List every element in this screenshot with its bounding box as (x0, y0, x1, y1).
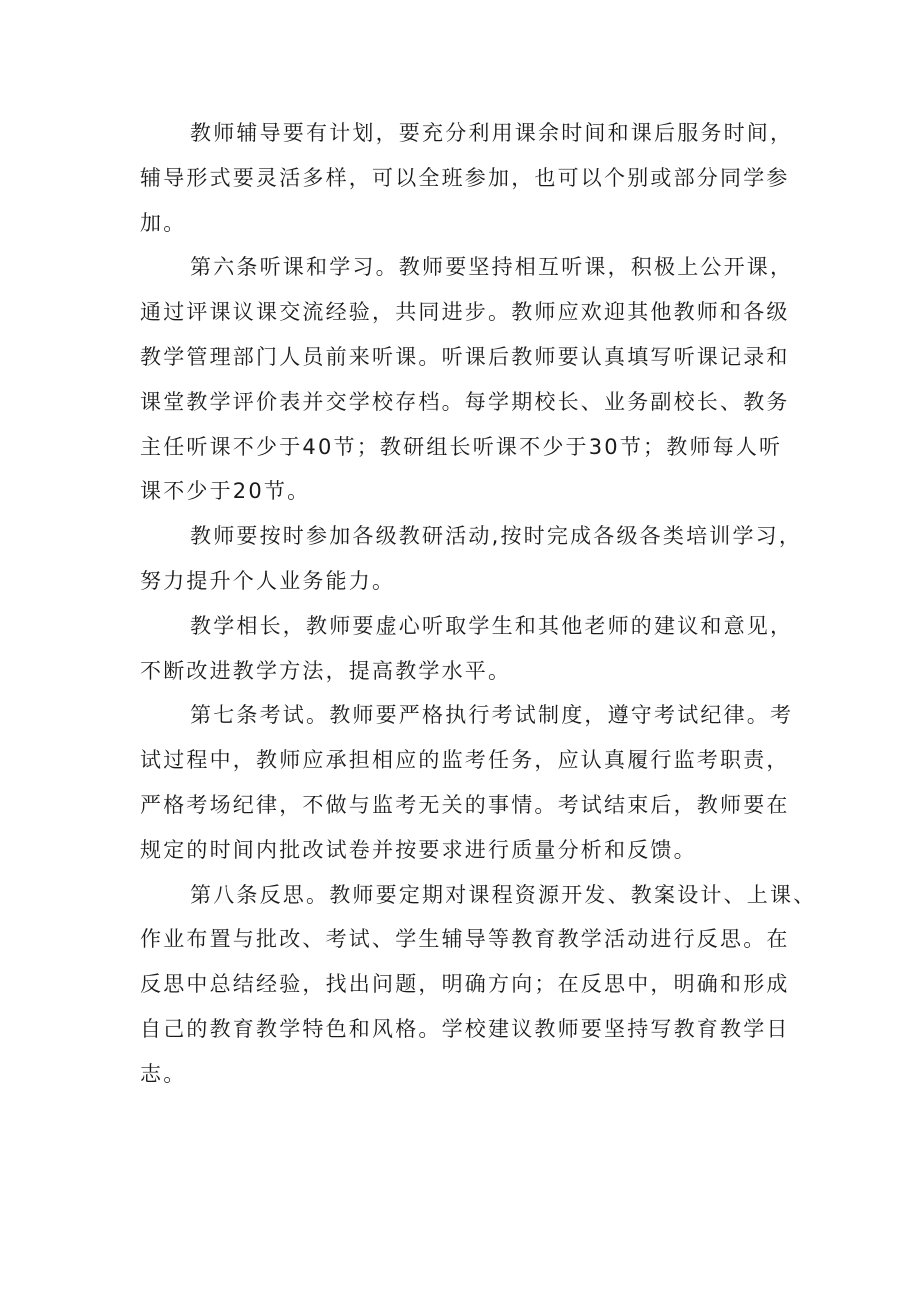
paragraph-research-activities (140, 514, 803, 604)
text-line: 不断改进教学方法，提高教学水平。 (140, 658, 512, 683)
text-line: 作业布置与批改、考试、学生辅导等教育教学活动进行反思。在 (140, 927, 790, 952)
paragraph-article-6 (140, 245, 796, 514)
text-line: 第八条反思。教师要定期对课程资源开发、教案设计、上课、 (190, 882, 817, 907)
paragraph-mutual-learning (140, 604, 796, 694)
text-line: 反思中总结经验，找出问题，明确方向；在反思中，明确和形成 (140, 972, 790, 997)
text-line: 辅导形式要灵活多样，可以全班参加，也可以个别或部分同学参 (140, 165, 790, 190)
text-line: 教学相长，教师要虚心听取学生和其他老师的建议和意见， (190, 613, 794, 638)
paragraph-article-8 (140, 873, 817, 1097)
text-line: 通过评课议课交流经验，共同进步。教师应欢迎其他教师和各级 (140, 300, 790, 325)
text-line: 第七条考试。教师要严格执行考试制度，遵守考试纪律。考 (190, 703, 794, 728)
text-line: 努力提升个人业务能力。 (140, 568, 396, 593)
text-line: 第六条听课和学习。教师要坚持相互听课，积极上公开课， (190, 255, 794, 280)
paragraph-article-7 (140, 693, 796, 872)
text-line: 教师要按时参加各级教研活动,按时完成各级各类培训学习， (190, 524, 803, 549)
text-line: 加。 (140, 210, 187, 235)
text-line: 教学管理部门人员前来听课。听课后教师要认真填写听课记录和 (140, 344, 790, 369)
text-line: 志。 (140, 1061, 187, 1086)
text-line: 自己的教育教学特色和风格。学校建议教师要坚持写教育教学日 (140, 1016, 790, 1041)
paragraph-tutoring (140, 111, 796, 245)
text-line: 课堂教学评价表并交学校存档。每学期校长、业务副校长、教务 (140, 389, 790, 414)
text-line: 严格考场纪律，不做与监考无关的事情。考试结束后，教师要在 (140, 792, 790, 817)
text-line: 课不少于20节。 (140, 479, 311, 504)
text-line: 规定的时间内批改试卷并按要求进行质量分析和反馈。 (140, 837, 697, 862)
text-line: 主任听课不少于40节；教研组长听课不少于30节；教师每人听 (140, 434, 783, 459)
text-line: 试过程中，教师应承担相应的监考任务，应认真履行监考职责， (140, 748, 790, 773)
document-body (140, 111, 817, 1097)
text-line: 教师辅导要有计划，要充分利用课余时间和课后服务时间， (190, 121, 794, 145)
